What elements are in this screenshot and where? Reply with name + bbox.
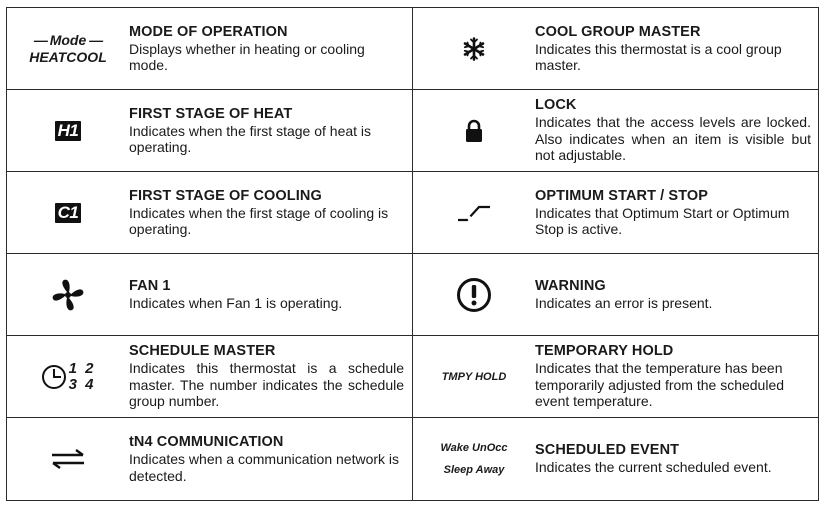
c1-badge-label: C1 bbox=[55, 203, 82, 223]
legend-description: Indicates an error is present. bbox=[535, 294, 713, 311]
legend-cell-mode-of-operation bbox=[7, 8, 413, 90]
mode-heatcool-icon: — Mode — HEATCOOL bbox=[29, 31, 107, 65]
legend-description: Indicates this thermostat is a cool group master. bbox=[535, 40, 782, 73]
legend-title: SCHEDULED EVENT bbox=[535, 442, 680, 459]
legend-title: SCHEDULE MASTER bbox=[129, 343, 276, 360]
legend-description: Indicates that the access levels are locked. Also indicates when an item is visible but not adjustable. bbox=[535, 114, 811, 164]
legend-description: Indicates the current scheduled event. bbox=[535, 459, 772, 476]
legend-cell-optimum-start-stop bbox=[413, 172, 819, 254]
snowflake-icon bbox=[413, 8, 535, 89]
legend-title: COOL GROUP MASTER bbox=[535, 23, 701, 40]
clock-icon bbox=[41, 364, 67, 390]
legend-description: Indicates that Optimum Start or Optimum Stop is active. bbox=[535, 204, 790, 237]
c1-icon bbox=[7, 172, 129, 253]
optimum-start-stop-icon bbox=[413, 172, 535, 253]
legend-description: Indicates when the first stage of heat is operating. bbox=[129, 122, 372, 155]
schedule-clock-icon bbox=[7, 336, 129, 417]
legend-title: TEMPORARY HOLD bbox=[535, 343, 674, 360]
tmpy-hold-icon bbox=[413, 336, 535, 417]
h1-badge-label: H1 bbox=[55, 121, 82, 141]
legend-title: WARNING bbox=[535, 277, 606, 294]
legend-cell-temporary-hold bbox=[413, 336, 819, 418]
lock-icon bbox=[413, 90, 535, 171]
heatcool-icon-label: HEATCOOL bbox=[29, 48, 107, 65]
legend-cell-first-stage-heat bbox=[7, 90, 413, 172]
legend-cell-tn4-communication bbox=[7, 418, 413, 500]
icon-legend-table bbox=[6, 7, 819, 501]
legend-description: Indicates when a communication network is detected. bbox=[129, 451, 400, 484]
scheduled-event-label-bottom: Sleep Away bbox=[443, 464, 505, 476]
legend-description: Indicates when Fan 1 is operating. bbox=[129, 294, 343, 311]
legend-cell-schedule-master bbox=[7, 336, 413, 418]
legend-title: FIRST STAGE OF HEAT bbox=[129, 105, 293, 122]
mode-icon-label: Mode bbox=[49, 31, 87, 48]
communication-arrows-icon bbox=[7, 418, 129, 500]
fan-icon bbox=[7, 254, 129, 335]
legend-description: Indicates this thermostat is a schedule master. The number indicates the schedule group number. bbox=[129, 360, 404, 410]
legend-title: tN4 COMMUNICATION bbox=[129, 434, 284, 450]
legend-title: FAN 1 bbox=[129, 277, 171, 294]
tmpy-hold-label: TMPY HOLD bbox=[441, 370, 507, 383]
legend-title: OPTIMUM START / STOP bbox=[535, 187, 709, 204]
legend-description: Indicates when the first stage of cooling is operating. bbox=[129, 204, 389, 237]
warning-icon bbox=[413, 254, 535, 335]
legend-cell-scheduled-event bbox=[413, 418, 819, 500]
legend-cell-warning bbox=[413, 254, 819, 336]
legend-title: LOCK bbox=[535, 97, 577, 114]
scheduled-event-icon bbox=[413, 418, 535, 500]
legend-cell-fan-1 bbox=[7, 254, 413, 336]
legend-cell-first-stage-cooling bbox=[7, 172, 413, 254]
legend-description: Displays whether in heating or cooling mode. bbox=[129, 40, 365, 73]
scheduled-event-label-top: Wake UnOcc bbox=[440, 442, 508, 454]
h1-icon bbox=[7, 90, 129, 171]
legend-cell-cool-group-master bbox=[413, 8, 819, 90]
schedule-numbers-top: 1 2 bbox=[68, 359, 96, 377]
legend-description: Indicates that the temperature has been temporarily adjusted from the scheduled event temperature. bbox=[535, 360, 785, 410]
schedule-numbers-bottom: 3 4 bbox=[68, 375, 96, 393]
legend-cell-lock bbox=[413, 90, 819, 172]
legend-title: FIRST STAGE OF COOLING bbox=[129, 187, 322, 204]
legend-title: MODE OF OPERATION bbox=[129, 23, 288, 40]
